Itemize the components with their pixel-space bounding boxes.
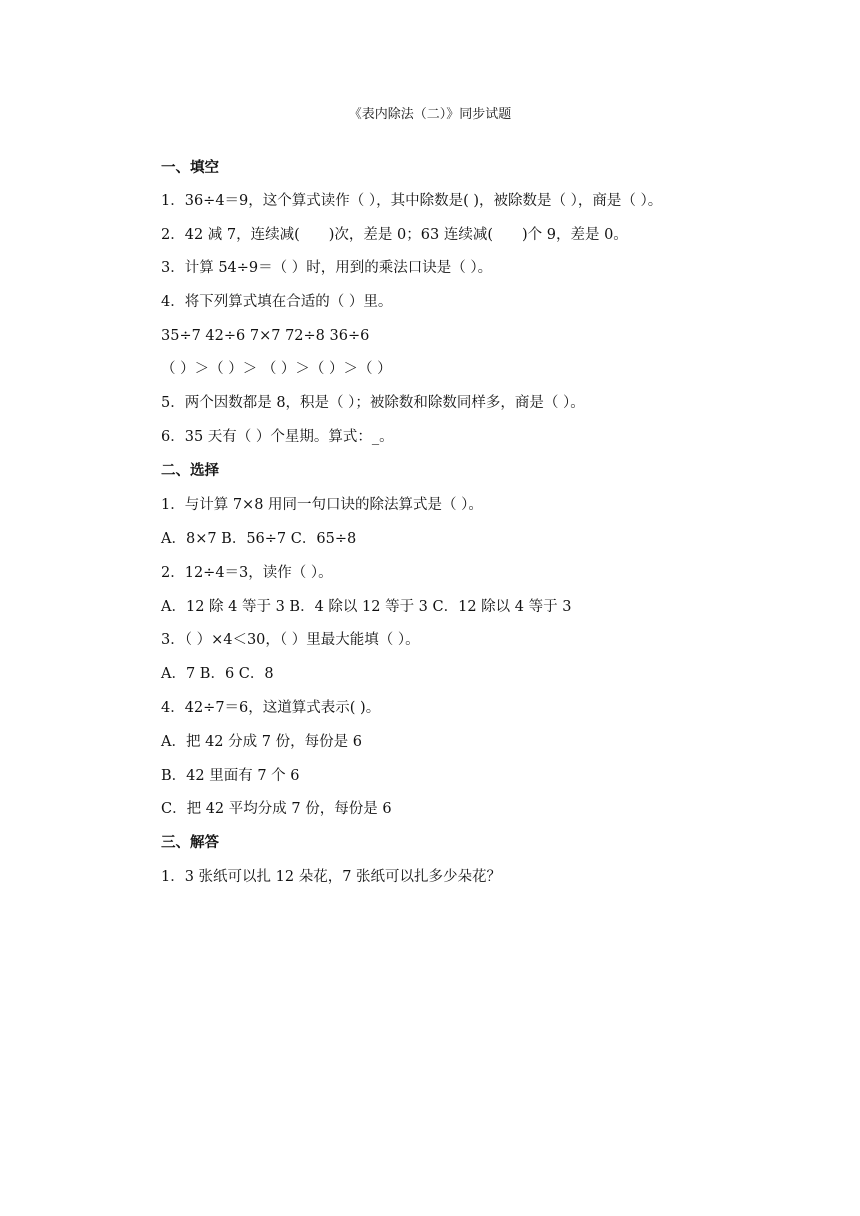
question-1-2: 2．42 减 7，连续减( )次，差是 0；63 连续减( )个 9，差是 0。 — [161, 227, 628, 243]
question-1-1: 1．36÷4＝9，这个算式读作（ ），其中除数是( )，被除数是（ ），商是（ ）。 — [161, 193, 663, 209]
question-1-4-expressions: 35÷7 42÷6 7×7 72÷8 36÷6 — [161, 328, 370, 344]
question-2-4-option-a: A．把 42 分成 7 份，每份是 6 — [161, 734, 362, 750]
section-heading-answer: 三、解答 — [161, 835, 219, 851]
section-heading-fill-blank: 一、填空 — [161, 160, 219, 176]
question-2-3-options: A．7 B．6 C．8 — [161, 666, 274, 682]
question-1-4-blanks: （ ）＞（ ）＞ （ ）＞（ ）＞（ ） — [161, 361, 392, 377]
question-2-1: 1．与计算 7×8 用同一句口诀的除法算式是（ ）。 — [161, 497, 483, 513]
question-3-1: 1．3 张纸可以扎 12 朵花，7 张纸可以扎多少朵花？ — [161, 869, 502, 885]
question-2-3: 3．（ ）×4＜30，（ ）里最大能填（ ）。 — [161, 632, 420, 648]
question-2-4-option-b: B．42 里面有 7 个 6 — [161, 768, 300, 784]
question-1-4: 4．将下列算式填在合适的（ ）里。 — [161, 294, 393, 310]
question-1-5: 5．两个因数都是 8，积是（ ）；被除数和除数同样多，商是（ ）。 — [161, 395, 585, 411]
page-title: 《表内除法（二）》同步试题 — [348, 107, 512, 122]
question-2-1-options: A．8×7 B．56÷7 C．65÷8 — [161, 531, 357, 547]
question-2-4-option-c: C．把 42 平均分成 7 份，每份是 6 — [161, 801, 392, 817]
question-2-4: 4．42÷7＝6，这道算式表示( )。 — [161, 700, 381, 716]
section-heading-choice: 二、选择 — [161, 463, 219, 479]
question-1-3: 3．计算 54÷9＝（ ）时，用到的乘法口诀是（ ）。 — [161, 260, 493, 276]
question-2-2-options: A．12 除 4 等于 3 B．4 除以 12 等于 3 C．12 除以 4 等于 3 — [161, 599, 572, 615]
question-2-2: 2．12÷4＝3，读作（ ）。 — [161, 565, 333, 581]
question-1-6: 6．35 天有（ ）个星期。算式：_。 — [161, 429, 394, 445]
